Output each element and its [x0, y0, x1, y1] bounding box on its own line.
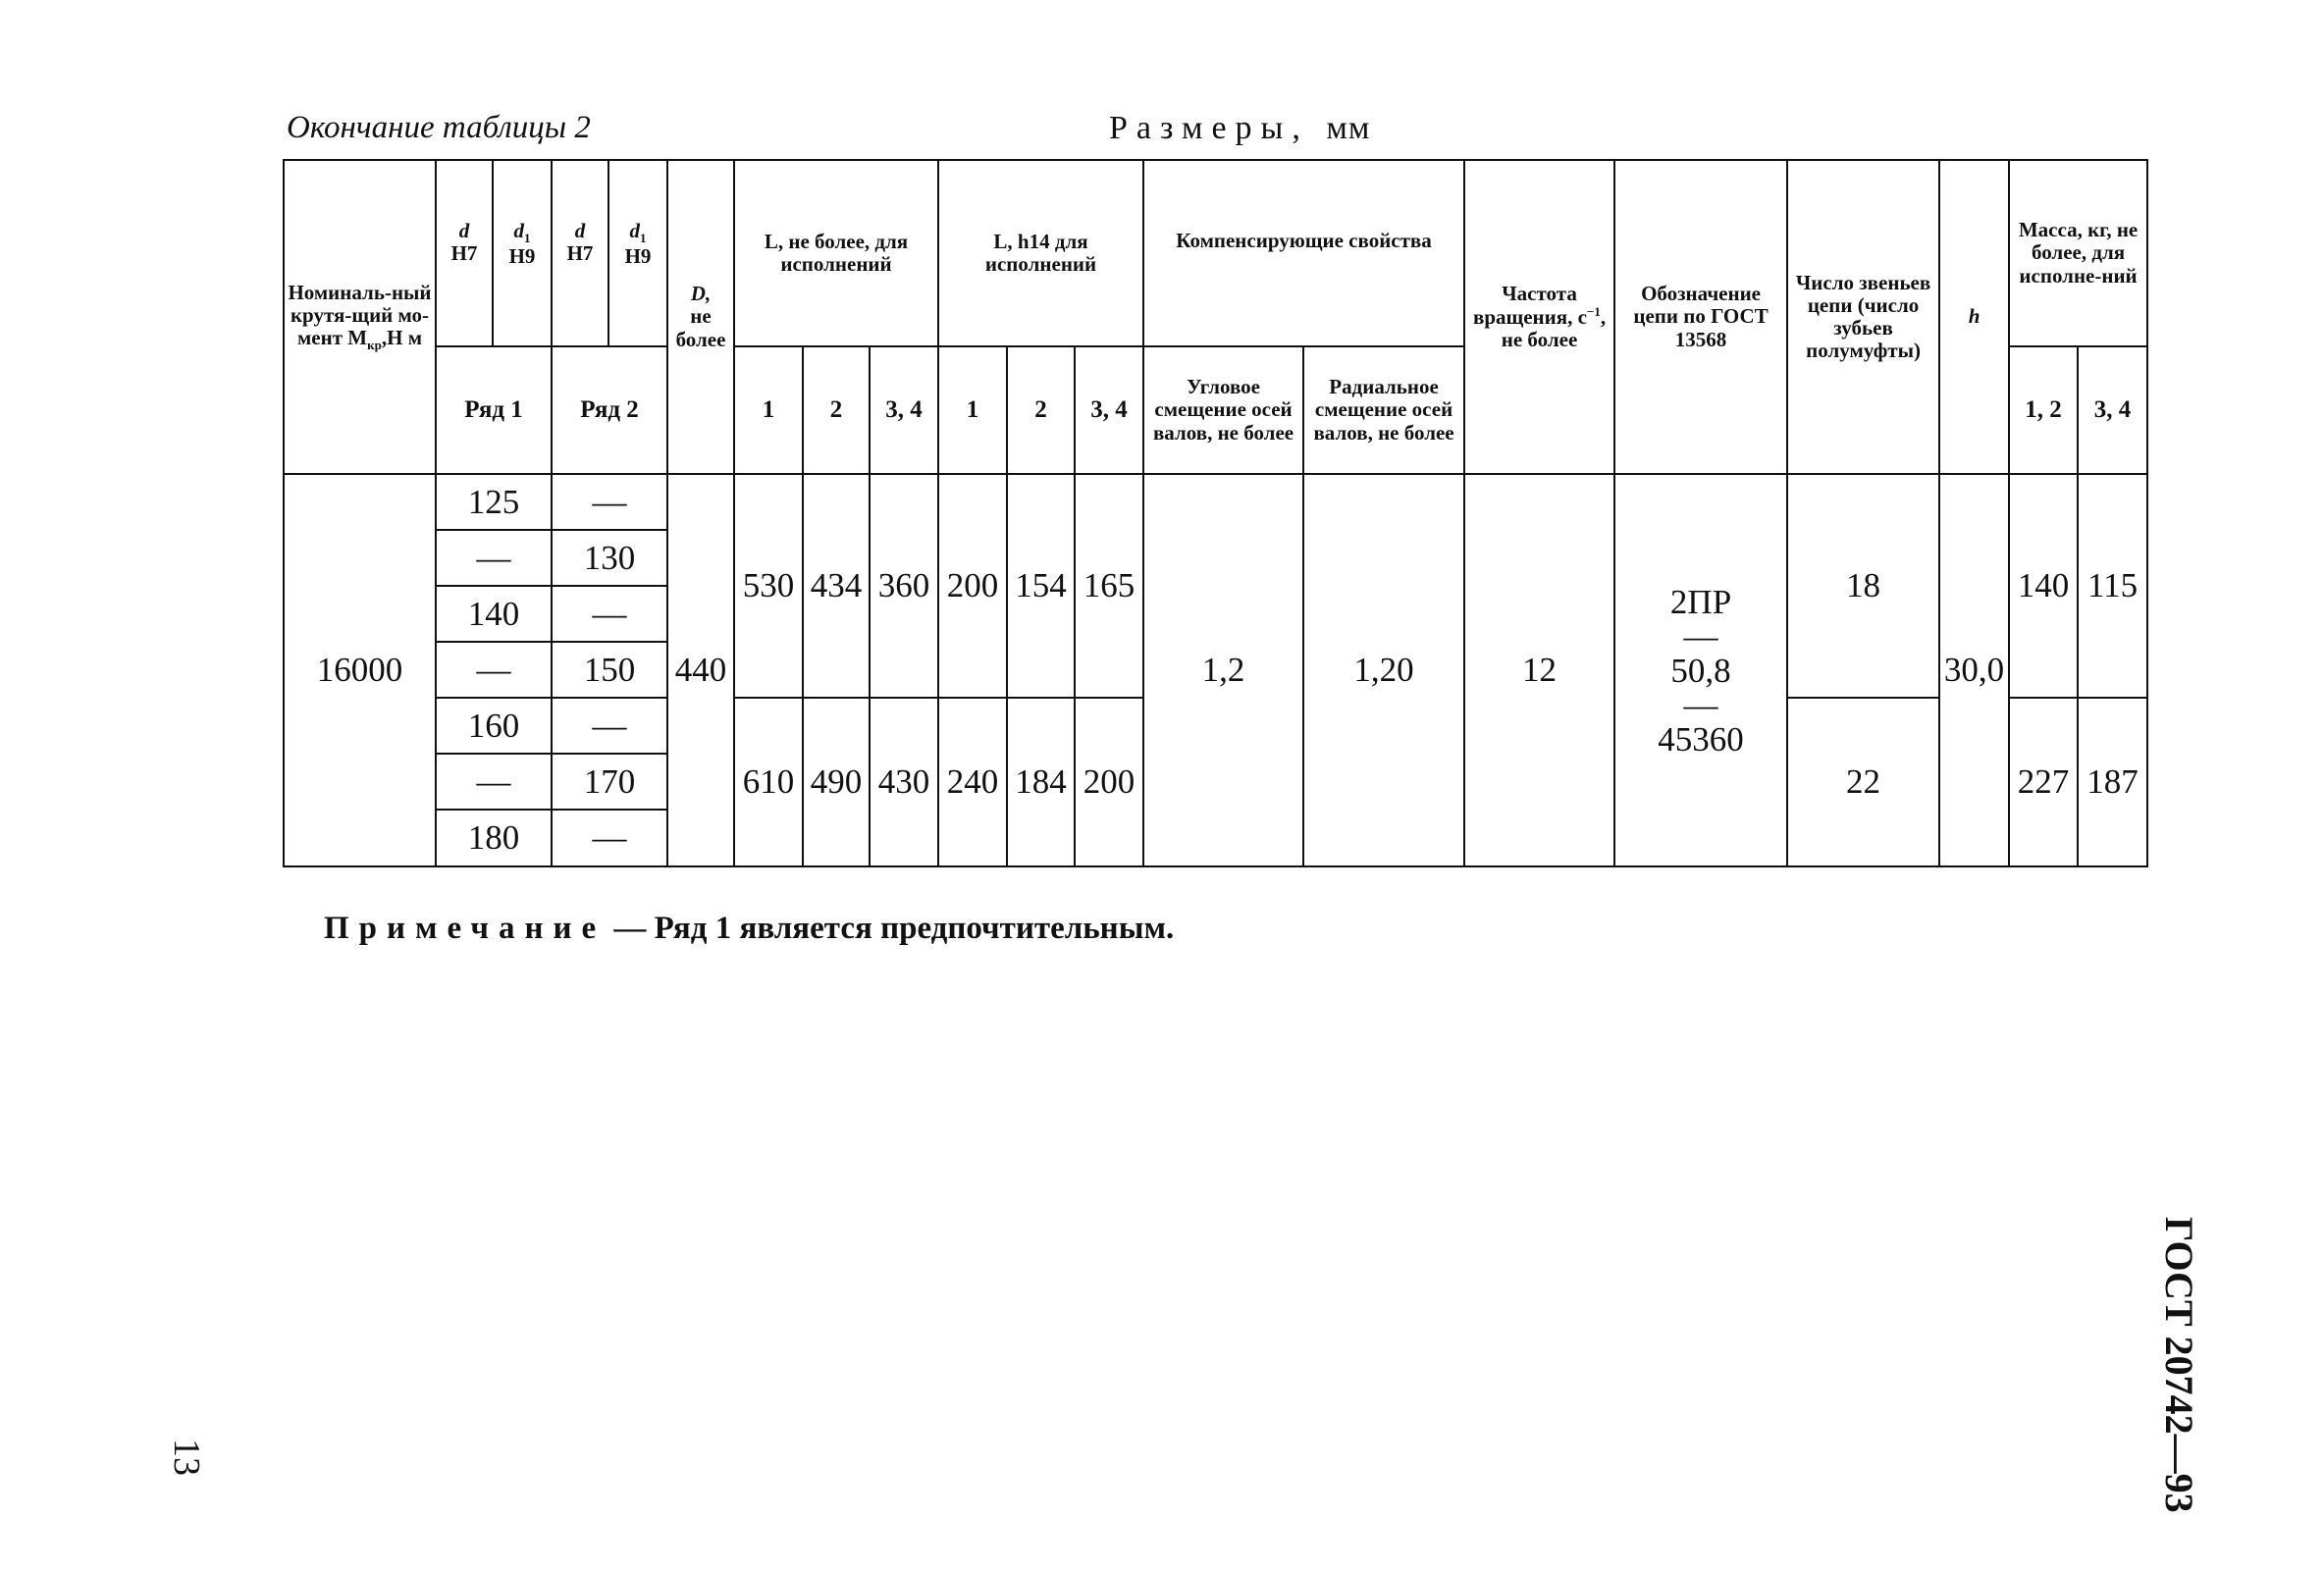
header-v34: 3, 4 [870, 346, 938, 474]
header-h-v1: 1 [938, 346, 1007, 474]
header-d-r1 [436, 160, 493, 346]
L-max-2-a: 434 [803, 474, 870, 698]
links-a: 18 [1787, 474, 1939, 698]
h-value: 30,0 [1939, 474, 2009, 866]
L-h14-1-a: 200 [938, 474, 1007, 698]
d-row2: 130 [552, 530, 667, 586]
header-d1-r2 [608, 160, 667, 346]
header-links: Число звеньев цепи (число зубьев полумуфты) [1787, 160, 1939, 474]
freq-rest: , не более [1501, 304, 1607, 352]
d1-tolerance: H9 [624, 244, 652, 269]
mass-34-b: 187 [2078, 698, 2147, 866]
dimensions-table [283, 159, 2148, 867]
L-h14-34-b: 200 [1075, 698, 1143, 866]
d-row1: — [436, 642, 552, 698]
torque-value: 16000 [284, 474, 436, 866]
header-d-r2 [552, 160, 608, 346]
links-b: 22 [1787, 698, 1939, 866]
d-row2: — [552, 474, 667, 530]
units-word: Размеры, [1109, 110, 1309, 146]
d1-symbol: d [513, 219, 524, 242]
angular-value: 1,2 [1143, 474, 1303, 866]
d-tolerance: H7 [566, 241, 594, 266]
radial-value: 1,20 [1303, 474, 1464, 866]
header-d1-r1 [493, 160, 552, 346]
d1-sub: 1 [640, 231, 647, 246]
header-h-v2: 2 [1007, 346, 1075, 474]
header-mass-12: 1, 2 [2009, 346, 2078, 474]
note-text: — Ряд 1 является предпочтительным. [606, 911, 1175, 946]
page-number: 13 [166, 1439, 207, 1476]
L-max-1-b: 610 [734, 698, 803, 866]
torque-unit: ,Н м [381, 325, 422, 349]
d-row2: — [552, 698, 667, 754]
header-row2: Ряд 2 [552, 346, 667, 474]
torque-label: Номиналь-ный крутя-щий мо-мент М [288, 280, 432, 349]
d-row2: — [552, 810, 667, 866]
standard-designation: ГОСТ 20742—93 [2157, 1217, 2201, 1513]
header-angular: Угловое смещение осей валов, не более [1143, 346, 1303, 474]
units-unit: мм [1326, 110, 1371, 146]
table-note [324, 911, 1174, 947]
d-row1: 180 [436, 810, 552, 866]
d-tolerance: H7 [450, 241, 478, 266]
header-radial: Радиальное смещение осей валов, не более [1303, 346, 1464, 474]
header-v2: 2 [803, 346, 870, 474]
header-h [1939, 160, 2009, 474]
frequency-value: 12 [1464, 474, 1614, 866]
d-row1: — [436, 530, 552, 586]
L-max-34-a: 360 [870, 474, 938, 698]
mass-34-a: 115 [2078, 474, 2147, 698]
freq-sup: −1 [1586, 303, 1601, 319]
d1-tolerance: H9 [508, 244, 536, 269]
d-symbol: d [574, 219, 586, 242]
header-L-max: L, не более, для исполнений [734, 160, 938, 346]
d-row2: — [552, 586, 667, 642]
d-row1: 160 [436, 698, 552, 754]
header-D [667, 160, 734, 474]
units-label [1109, 110, 1370, 147]
d-row1: 125 [436, 474, 552, 530]
freq-label: Частота вращения, с [1472, 281, 1587, 329]
L-h14-2-a: 154 [1007, 474, 1075, 698]
L-max-2-b: 490 [803, 698, 870, 866]
D-rest: не более [675, 304, 726, 351]
L-h14-2-b: 184 [1007, 698, 1075, 866]
header-row1: Ряд 1 [436, 346, 552, 474]
L-h14-1-b: 240 [938, 698, 1007, 866]
L-max-1-a: 530 [734, 474, 803, 698]
d-row1: 140 [436, 586, 552, 642]
d1-symbol: d [629, 219, 640, 242]
note-label: Примечание [324, 911, 607, 946]
L-h14-34-a: 165 [1075, 474, 1143, 698]
h-symbol: h [1968, 304, 1981, 329]
header-mass-34: 3, 4 [2078, 346, 2147, 474]
header-compensation: Компенсирующие свойства [1143, 160, 1464, 346]
D-symbol: D, [690, 282, 712, 306]
d-row1: — [436, 754, 552, 810]
torque-sub: кр [367, 338, 382, 353]
L-max-34-b: 430 [870, 698, 938, 866]
d-symbol: d [458, 219, 470, 242]
header-L-h14: L, h14 для исполнений [938, 160, 1143, 346]
mass-12-b: 227 [2009, 698, 2078, 866]
chain-value: 2ПР— 50,8— 45360 [1614, 474, 1787, 866]
header-torque [284, 160, 436, 474]
D-value: 440 [667, 474, 734, 866]
header-h-v34: 3, 4 [1075, 346, 1143, 474]
header-v1: 1 [734, 346, 803, 474]
d1-sub: 1 [524, 231, 531, 246]
d-row2: 170 [552, 754, 667, 810]
header-chain: Обозначение цепи по ГОСТ 13568 [1614, 160, 1787, 474]
d-row2: 150 [552, 642, 667, 698]
mass-12-a: 140 [2009, 474, 2078, 698]
header-mass: Масса, кг, не более, для исполне-ний [2009, 160, 2147, 346]
header-frequency [1464, 160, 1614, 474]
table-caption: Окончание таблицы 2 [287, 110, 591, 145]
